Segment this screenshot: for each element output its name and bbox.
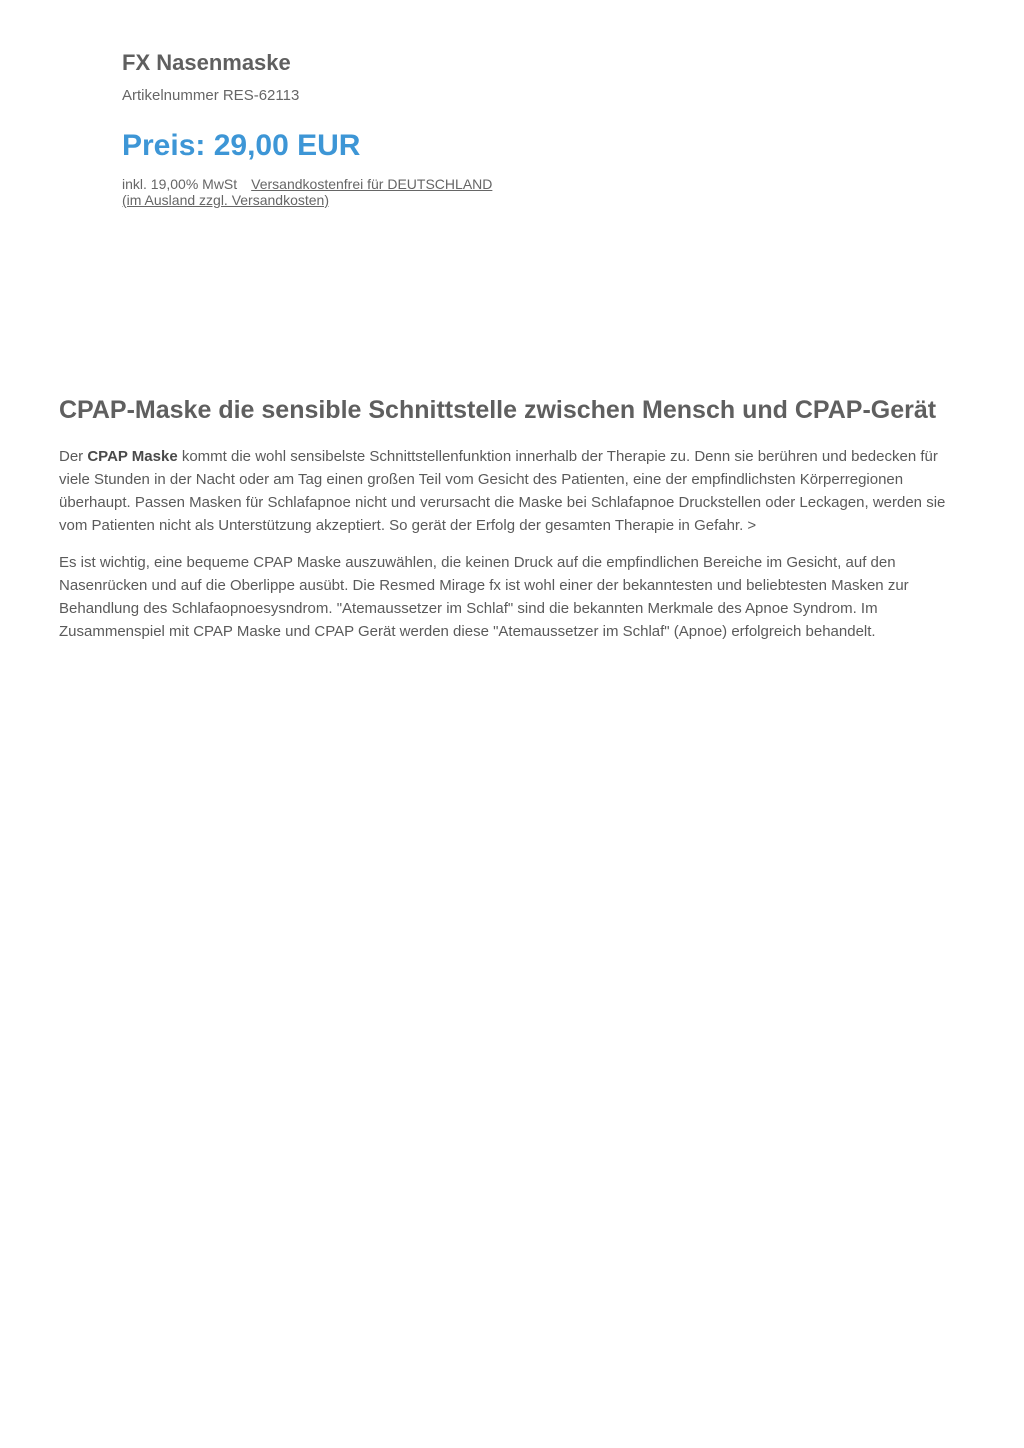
paragraph-body: kommt die wohl sensibelste Schnittstellenfunktion innerhalb der Therapie zu. Denn sie berühren und bedecken für viele Stunden in der Nacht oder am Tag einen großen Teil vom Gesicht des Patienten, eine der empfindlichsten Körperregionen überhaupt. Passen Masken für Schlafapnoe nicht und verursacht die Maske bei Schlafapnoe Druckstellen oder Leckagen, werden sie vom Patienten nicht als Unterstützung akzeptiert. So gerät der Erfolg der gesamten Therapie in Gefahr. >	[59, 448, 946, 534]
paragraph-prefix: Der	[59, 448, 88, 465]
shipping-info-link[interactable]: Versandkostenfrei für DEUTSCHLAND (im Ausland zzgl. Versandkosten)	[122, 176, 493, 208]
section-heading: CPAP-Maske die sensible Schnittstelle zwischen Mensch und CPAP-Gerät	[59, 396, 937, 424]
bold-keyword: CPAP Maske	[87, 448, 178, 465]
price-info	[122, 176, 502, 208]
description-paragraph-2: Es ist wichtig, eine bequeme CPAP Maske auszuwählen, die keinen Druck auf die empfindlichen Bereiche im Gesicht, auf den Nasenrücken und auf die Oberlippe ausübt. Die Resmed Mirage fx ist wohl einer der bekanntesten und beliebtesten Masken zur Behandlung des Schlafaopnoesysndrom. "Atemaussetzer im Schlaf" sind die bekannten Merkmale des Apnoe Syndrom. Im Zusammenspiel mit CPAP Maske und CPAP Gerät werden diese "Atemaussetzer im Schlaf" (Apnoe) erfolgreich behandelt.	[59, 554, 909, 640]
product-title: FX Nasenmaske	[122, 50, 291, 75]
article-number: Artikelnummer RES-62113	[122, 87, 300, 104]
product-block	[122, 48, 582, 208]
description-section	[59, 392, 969, 643]
description-paragraph-1	[59, 445, 969, 537]
tax-note: inkl. 19,00% MwSt	[122, 176, 238, 192]
product-price: Preis: 29,00 EUR	[122, 129, 361, 162]
